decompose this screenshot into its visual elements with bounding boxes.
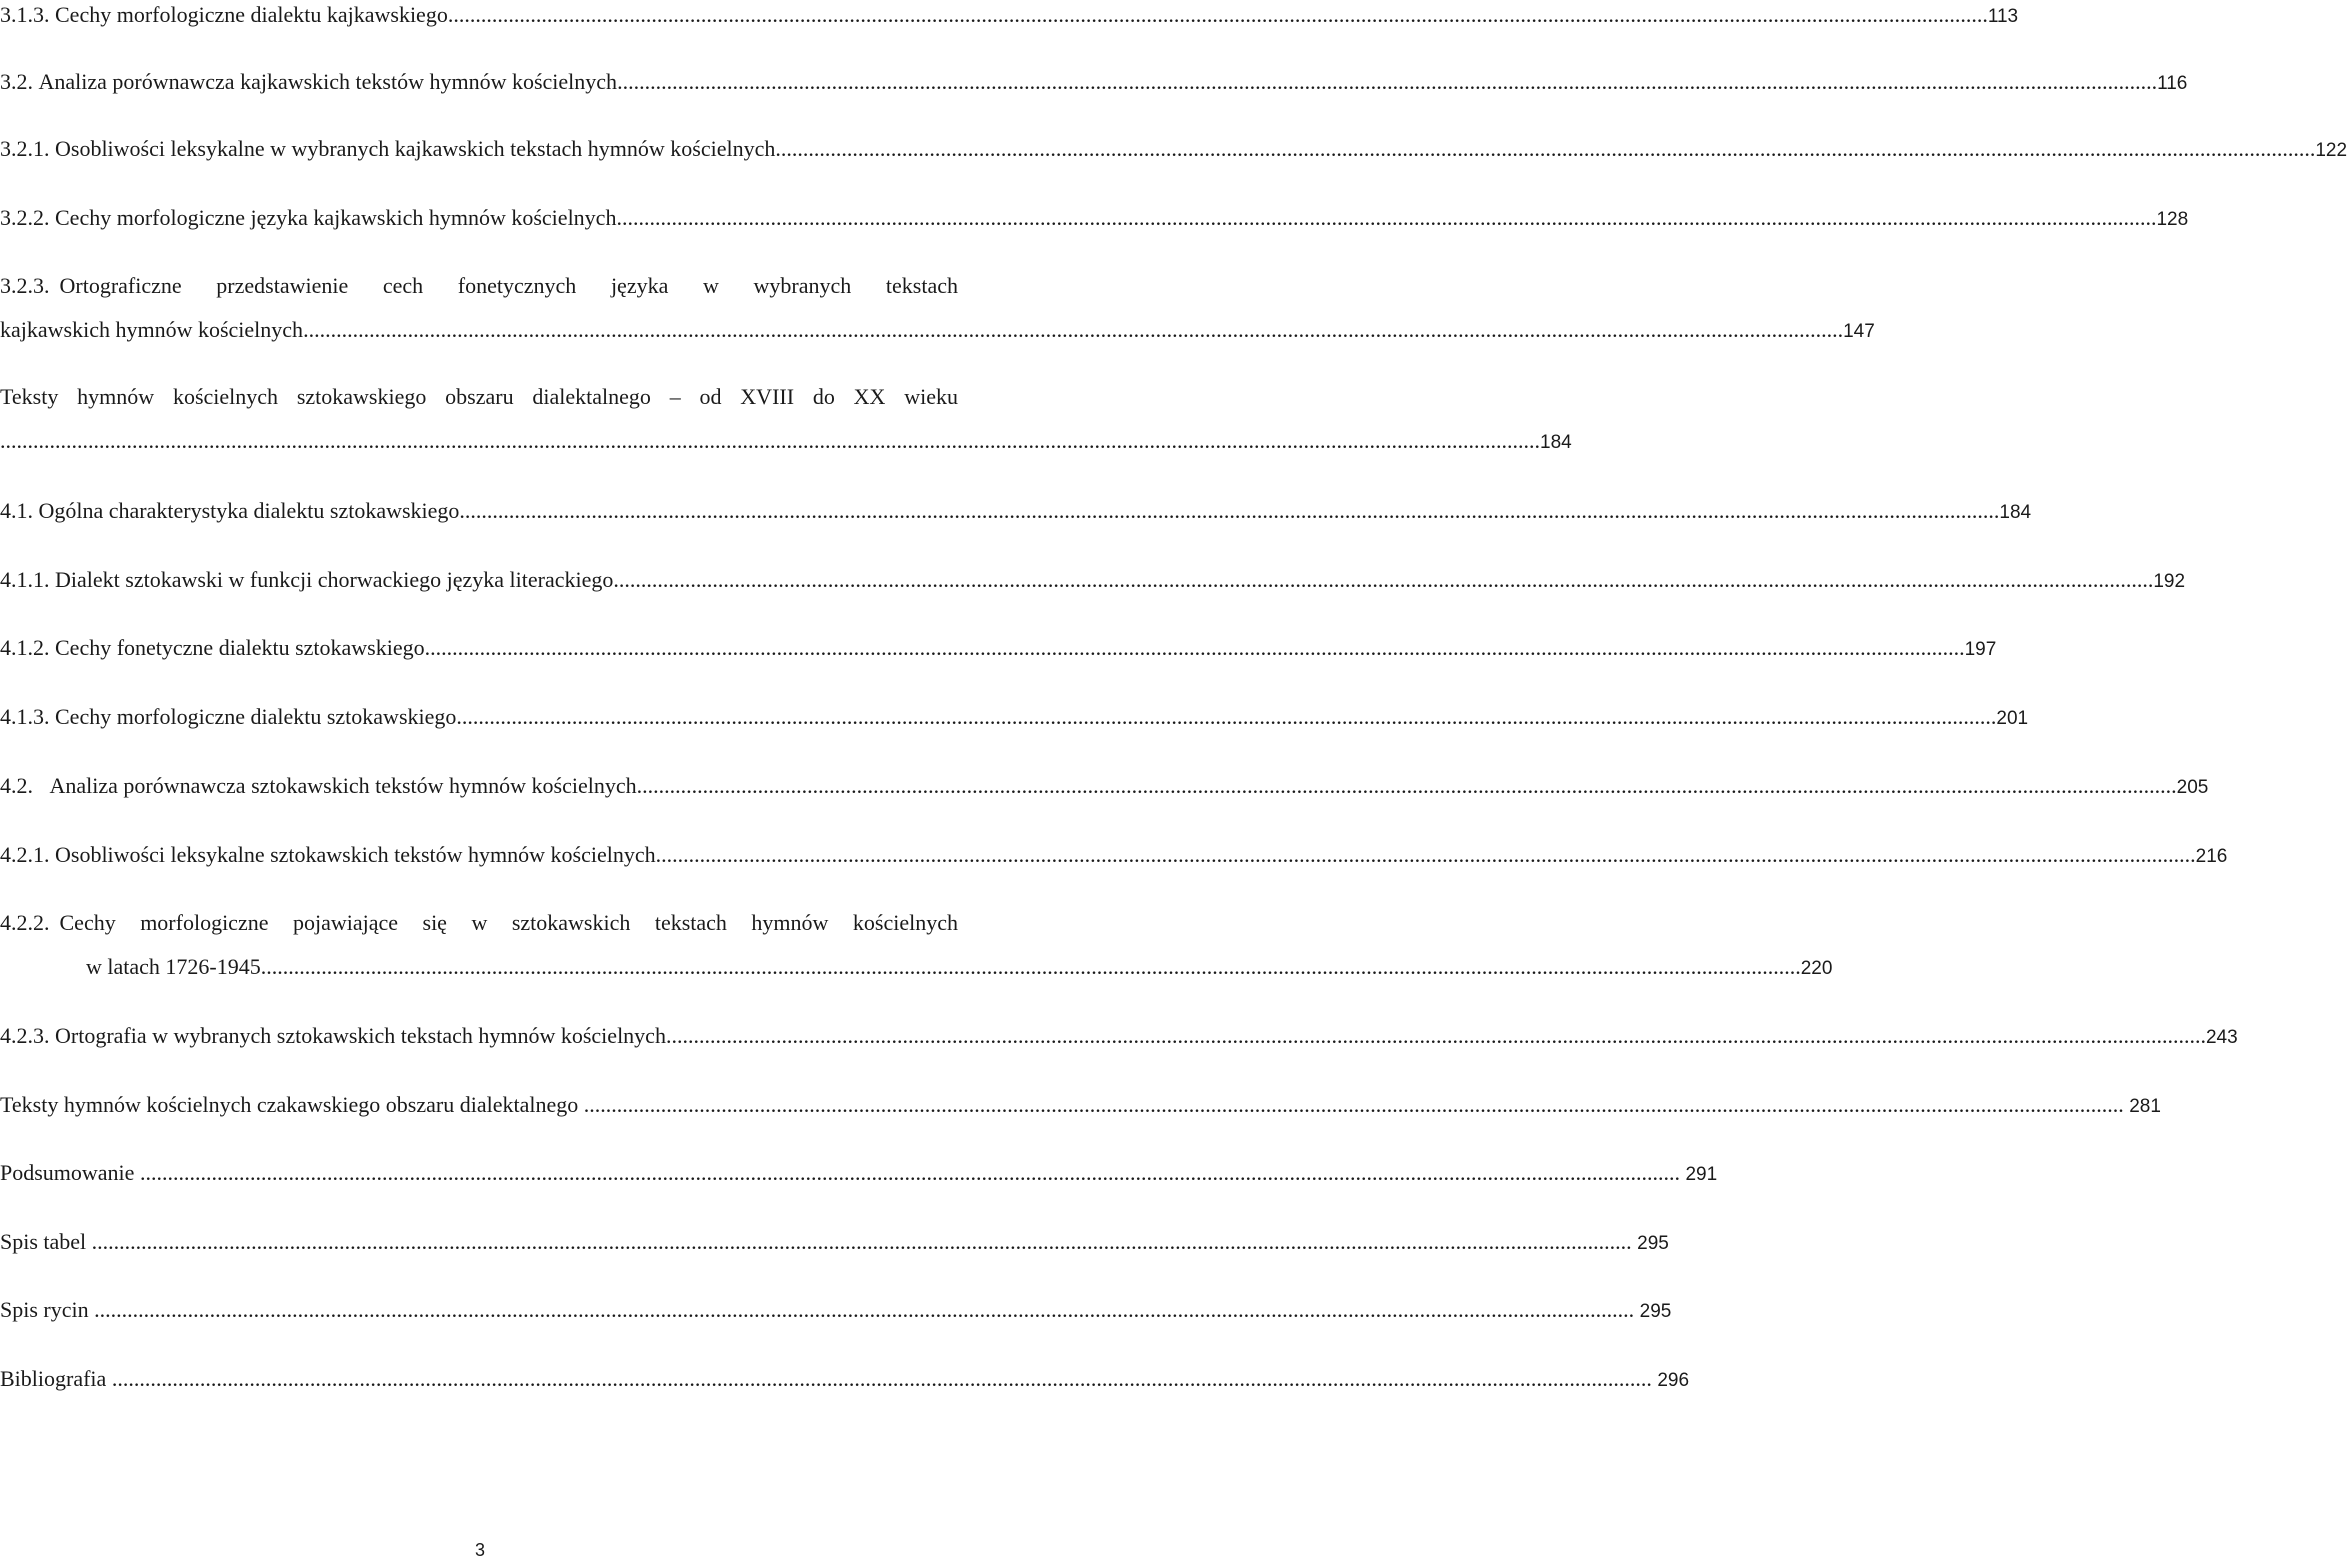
toc-entry (0, 496, 2032, 528)
toc-entry-page: 201 (1996, 708, 2029, 729)
toc-entry-title: Bibliografia (0, 1366, 107, 1391)
toc-entry-number: 3.2.2. (0, 205, 50, 230)
toc-entry-title: Spis rycin (0, 1297, 89, 1322)
toc-entry (0, 702, 2029, 734)
toc-entry (0, 1227, 1669, 1259)
toc-leader-dots (261, 952, 1801, 982)
toc-leader-dots (425, 633, 1965, 663)
toc-entry-title: Cechy morfologiczne dialektu sztokawskiego (55, 704, 457, 729)
toc-entry-title: Osobliwości leksykalne w wybranych kajkawskich tekstach hymnów kościelnych (55, 136, 776, 161)
toc-entry (0, 1158, 1718, 1190)
toc-entry-title: Cechy fonetyczne dialektu sztokawskiego (55, 635, 425, 660)
toc-entry-title-continued: w latach 1726-1945 (86, 954, 261, 979)
toc-entry-number: 3.2.3. (0, 273, 50, 298)
toc-leader-dots (0, 426, 1540, 456)
toc-entry-number: 4.2. (0, 773, 33, 798)
toc-leader-dots (94, 1295, 1634, 1325)
toc-entry-number: 3.1.3. (0, 2, 50, 27)
toc-leader-dots (140, 1158, 1680, 1188)
toc-entry-title: Ortograficzne przedstawienie cech fonetycznych języka w wybranych tekstach (59, 273, 958, 298)
toc-entry-page: 295 (1639, 1301, 1672, 1322)
toc-entry-page: 192 (2153, 571, 2186, 592)
toc-entry (0, 271, 958, 301)
toc-entry-number: 4.1.1. (0, 567, 50, 592)
toc-entry-title: Cechy morfologiczne pojawiające się w sztokawskich tekstach hymnów kościelnych (59, 910, 958, 935)
toc-entry-page: 281 (2129, 1096, 2161, 1117)
toc-leader-dots (637, 771, 2177, 801)
toc-leader-dots (303, 315, 1843, 345)
toc-entry-title: Podsumowanie (0, 1160, 135, 1185)
toc-leader-dots (775, 134, 2315, 164)
toc-entry-page: 295 (1637, 1233, 1669, 1254)
toc-entry-title: Dialekt sztokawski w funkcji chorwackiego języka literackiego (55, 567, 614, 592)
toc-entry-title: Ogólna charakterystyka dialektu sztokawskiego (38, 498, 460, 523)
toc-entry-page: 122 (2315, 140, 2347, 161)
toc-leader-dots (584, 1090, 2124, 1120)
toc-entry (0, 840, 2228, 872)
toc-entry-page: 205 (2176, 777, 2209, 798)
toc-entry (0, 908, 958, 938)
toc-entry-page: 291 (1685, 1164, 1718, 1185)
toc-entry-number: 4.1.3. (0, 704, 50, 729)
toc-entry (0, 382, 958, 412)
toc-entry-page: 184 (1540, 432, 1572, 453)
toc-entry-number: 3.2.1. (0, 136, 50, 161)
toc-entry-number: 4.1.2. (0, 635, 50, 660)
toc-entry-title-continued: kajkawskich hymnów kościelnych (0, 317, 304, 342)
toc-leader-dots (112, 1364, 1652, 1394)
toc-leader-dots (456, 702, 1996, 732)
toc-entry-page: 184 (1999, 502, 2032, 523)
toc-entry (0, 565, 2186, 597)
toc-entry-title: Spis tabel (0, 1229, 87, 1254)
toc-entry-page: 296 (1657, 1370, 1690, 1391)
toc-entry-number: 4.2.1. (0, 842, 50, 867)
toc-leader-dots (656, 840, 2196, 870)
toc-leader-dots (666, 1021, 2206, 1051)
toc-entry (0, 633, 1997, 665)
toc-entry-title: Teksty hymnów kościelnych sztokawskiego obszaru dialektalnego – od XVIII do XX wieku (0, 384, 958, 409)
toc-entry-page: 128 (2156, 209, 2189, 230)
toc-entry-page: 116 (2157, 73, 2188, 94)
toc-entry-page: 216 (2195, 846, 2228, 867)
toc-leader-dots (448, 0, 1988, 30)
toc-entry (0, 134, 2347, 166)
toc-entry (0, 1021, 2238, 1053)
toc-entry-title: Teksty hymnów kościelnych czakawskiego obszaru dialektalnego (0, 1092, 579, 1117)
toc-leader-dots (92, 1227, 1632, 1257)
toc-leader-dots (617, 67, 2157, 97)
toc-entry-title: Cechy morfologiczne języka kajkawskich hymnów kościelnych (55, 205, 617, 230)
toc-entry-page: 147 (1843, 321, 1875, 342)
toc-entry-page: 113 (1987, 6, 2019, 27)
toc-entry-title: Osobliwości leksykalne sztokawskich tekstów hymnów kościelnych (55, 842, 656, 867)
toc-entry-continuation (0, 315, 1875, 347)
toc-entry (0, 1090, 2161, 1122)
page-number: 3 (474, 1540, 485, 1560)
toc-entry-page: 197 (1964, 639, 1997, 660)
toc-entry (0, 0, 2019, 32)
toc-entry-number: 3.2. (0, 69, 33, 94)
toc-entry-title: Cechy morfologiczne dialektu kajkawskiego (55, 2, 448, 27)
toc-entry (0, 67, 2188, 99)
toc-entry-continuation (86, 952, 1833, 984)
toc-leader-dots (616, 203, 2156, 233)
toc-entry-number: 4.2.2. (0, 910, 50, 935)
toc-entry-title: Analiza porównawcza sztokawskich tekstów hymnów kościelnych (49, 773, 637, 798)
toc-entry-page: 243 (2205, 1027, 2238, 1048)
toc-entry (0, 1364, 1690, 1396)
toc-entry-number: 4.1. (0, 498, 33, 523)
toc-entry (0, 1295, 1672, 1327)
toc-entry (0, 771, 2209, 803)
toc-entry-continuation (0, 426, 1572, 458)
toc-leader-dots (459, 496, 1999, 526)
toc-entry-number: 4.2.3. (0, 1023, 50, 1048)
toc-entry-title: Analiza porównawcza kajkawskich tekstów hymnów kościelnych (38, 69, 618, 94)
toc-entry-title: Ortografia w wybranych sztokawskich tekstach hymnów kościelnych (55, 1023, 666, 1048)
toc-entry (0, 203, 2189, 235)
toc-entry-page: 220 (1800, 958, 1833, 979)
toc-leader-dots (613, 565, 2153, 595)
